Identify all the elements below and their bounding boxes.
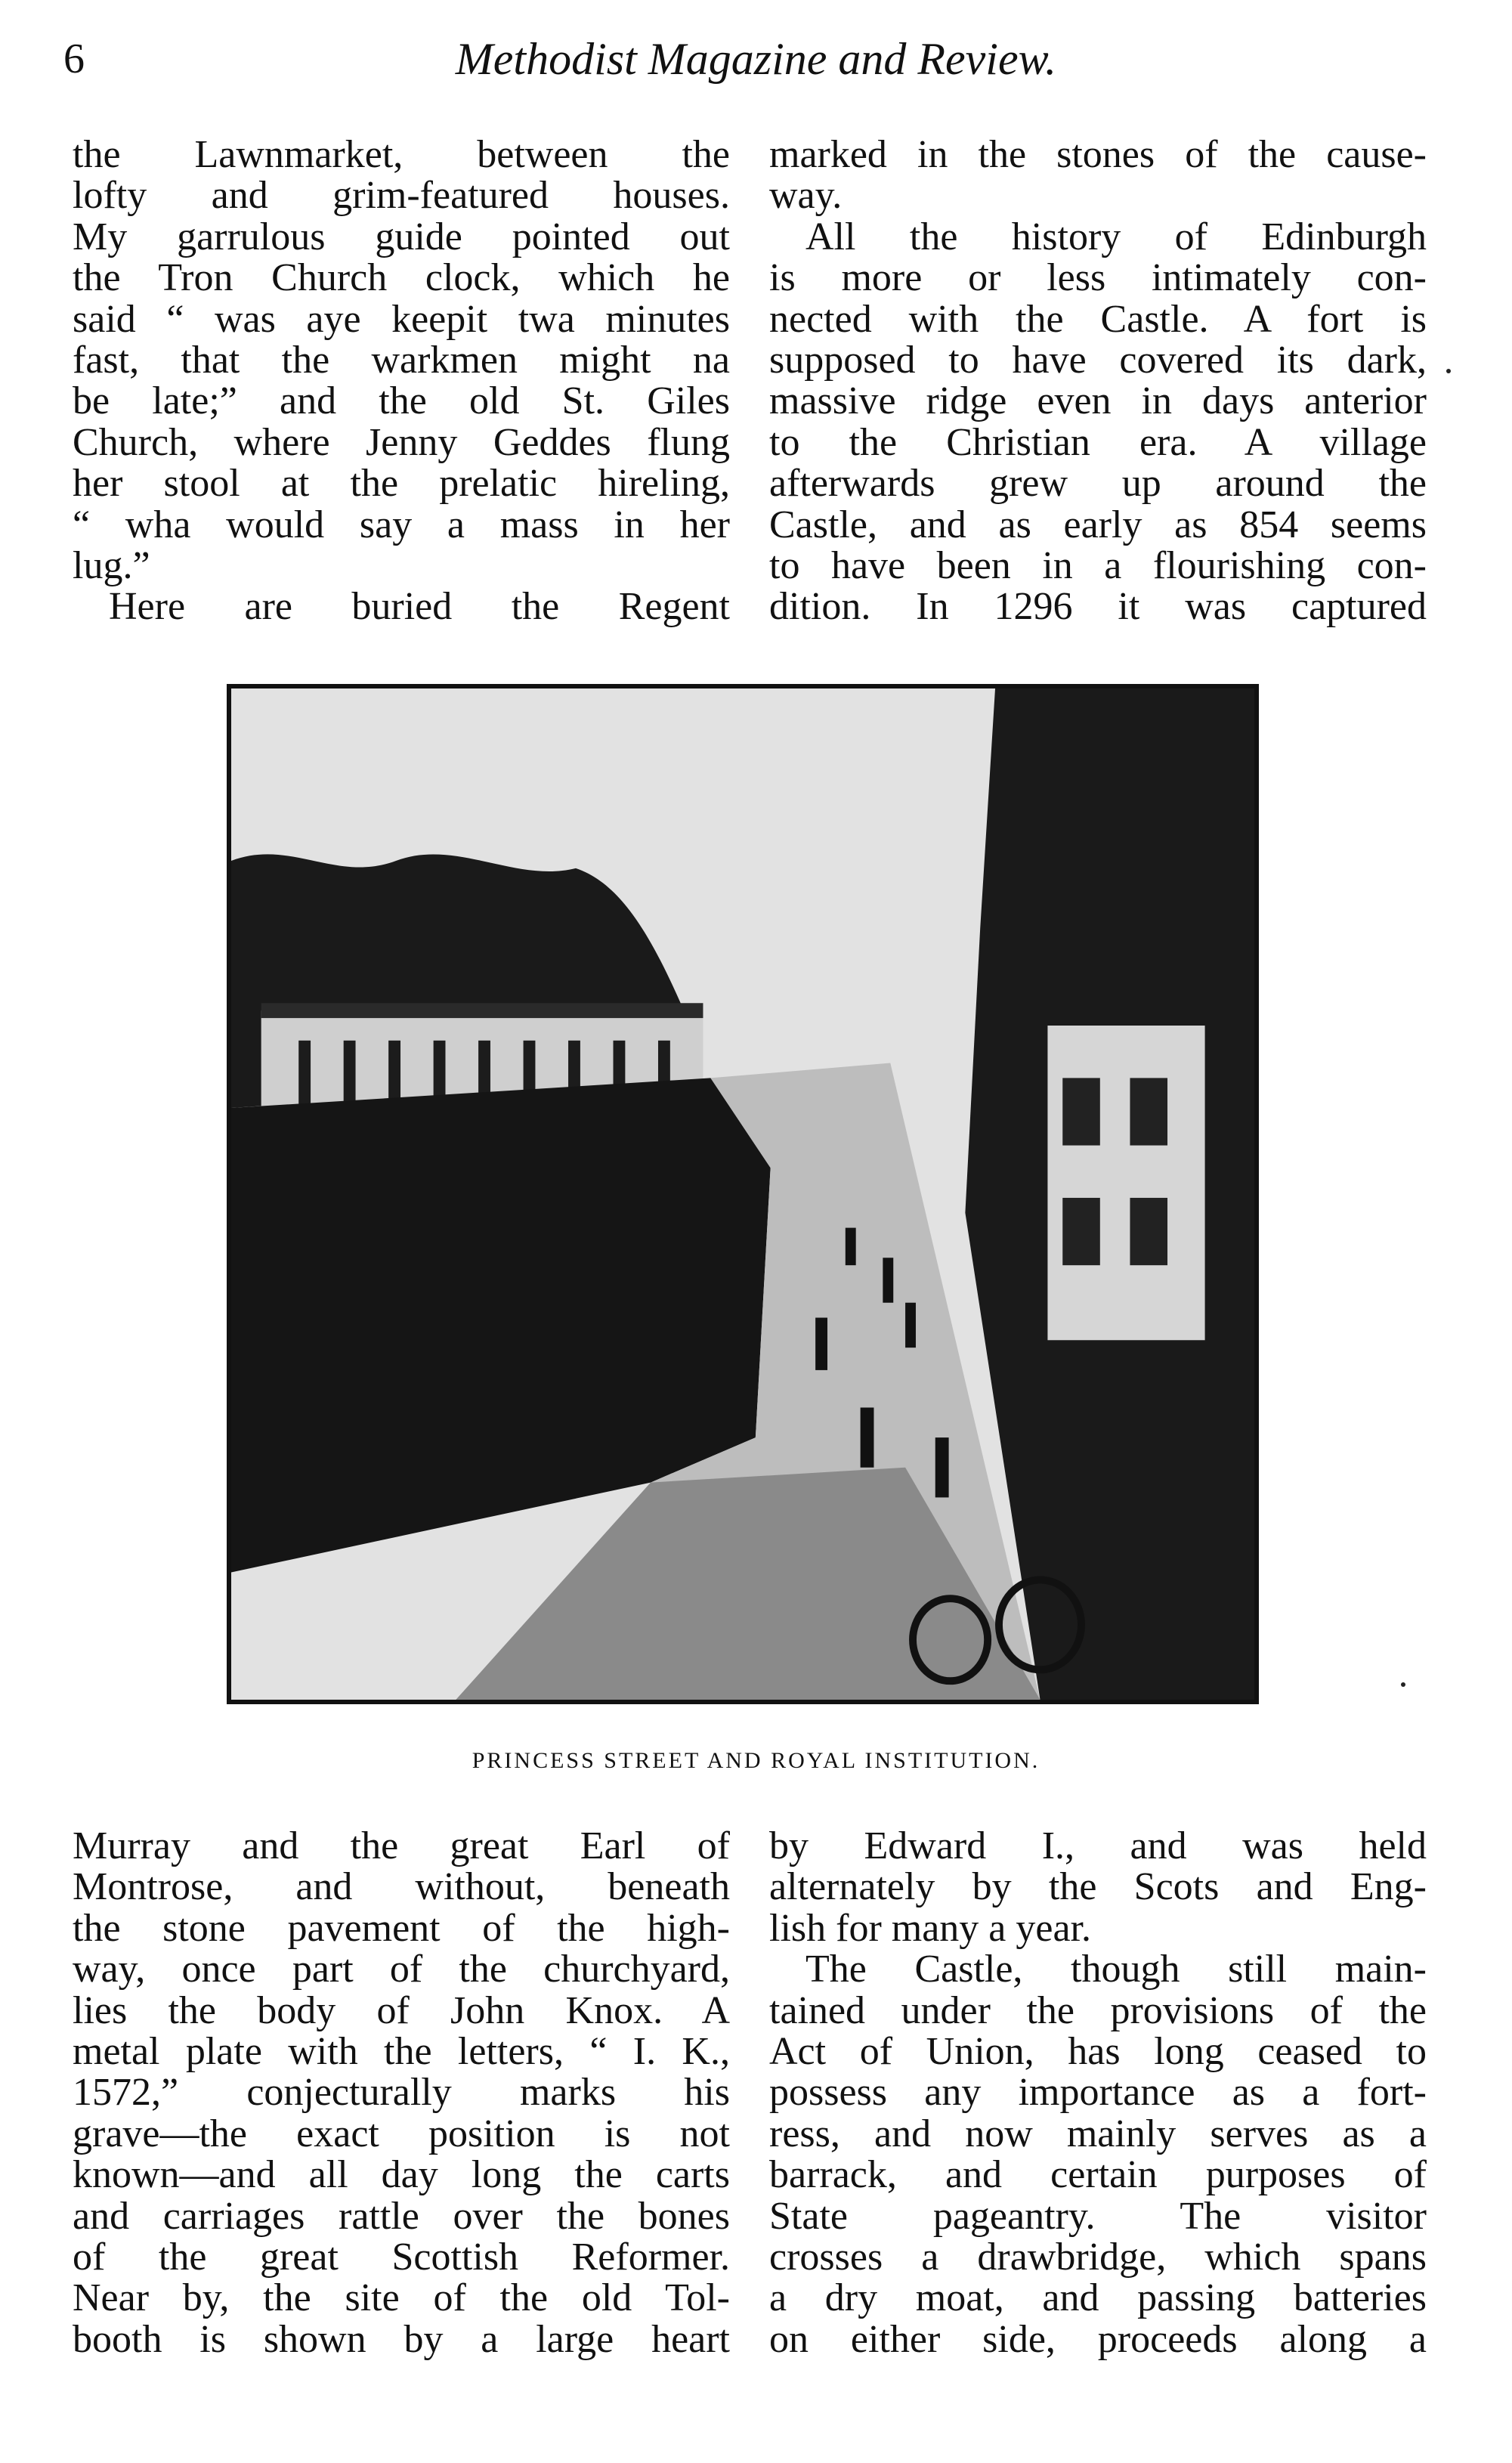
text-line: Castle, and as early as 854 seems — [769, 503, 1427, 546]
text-line: lofty and grim-featured houses. — [73, 174, 730, 218]
paragraph — [73, 2196, 730, 2237]
paragraph — [769, 1867, 1427, 1908]
paragraph — [73, 505, 730, 546]
photo-window — [1130, 1078, 1167, 1145]
text-line: The Castle, though still main- — [805, 1948, 1427, 1991]
text-line: marked in the stones of the cause- — [769, 133, 1427, 176]
paragraph — [769, 2237, 1427, 2278]
text-line: crosses a drawbridge, which spans — [769, 2236, 1427, 2279]
photo-building-facade — [1047, 1026, 1204, 1340]
text-line: afterwards grew up around the — [769, 462, 1427, 506]
print-speck — [1401, 1682, 1405, 1687]
paragraph — [769, 135, 1427, 175]
paragraph — [769, 586, 1427, 627]
text-line: barrack, and certain purposes of — [769, 2153, 1427, 2197]
paragraph — [73, 135, 730, 175]
paragraph — [769, 1988, 1427, 2032]
paragraph — [73, 1826, 730, 1867]
paragraph — [769, 2155, 1427, 2195]
paragraph — [73, 217, 730, 258]
paragraph — [769, 2196, 1427, 2237]
paragraph — [769, 2114, 1427, 2155]
text-line: Murray and the great Earl of — [73, 1824, 730, 1867]
text-line: supposed to have covered its dark, — [769, 339, 1427, 382]
text-line: Here are buried the Regent — [109, 585, 730, 629]
text-line: nected with the Castle. A fort is — [769, 297, 1427, 341]
running-title: Methodist Magazine and Review. — [455, 34, 1057, 84]
paragraph — [73, 586, 730, 627]
paragraph — [769, 1826, 1427, 1867]
paragraph — [73, 463, 730, 504]
paragraph — [769, 217, 1427, 258]
text-line: lies the body of John Knox. A — [73, 1988, 730, 2032]
paragraph — [73, 2072, 730, 2113]
text-line: grave—the exact position is not — [73, 2112, 730, 2155]
paragraph — [769, 2278, 1427, 2319]
paragraph — [769, 2319, 1427, 2360]
text-line: metal plate with the letters, “ I. K., — [73, 2030, 730, 2074]
text-line: of the great Scottish Reformer. — [73, 2236, 730, 2279]
paragraph — [769, 175, 1427, 216]
text-line: alternately by the Scots and Eng- — [769, 1865, 1427, 1909]
photo-window — [1062, 1078, 1100, 1145]
text-line: ress, and now mainly serves as a — [769, 2112, 1427, 2155]
text-line: Act of Union, has long ceased to — [769, 2030, 1427, 2074]
text-line: tained under the provisions of the — [769, 1988, 1427, 2032]
photo-window — [1130, 1198, 1167, 1265]
paragraph — [73, 340, 730, 381]
text-line: Church, where Jenny Geddes flung — [73, 420, 730, 464]
paragraph — [73, 1949, 730, 1990]
text-line: her stool at the prelatic hireling, — [73, 462, 730, 506]
text-line: way, once part of the churchyard, — [73, 1948, 730, 1991]
text-line: State pageantry. The visitor — [769, 2194, 1427, 2238]
photo-princess-street — [227, 684, 1259, 1704]
paragraph — [769, 1908, 1427, 1949]
text-line: possess any importance as a fort- — [769, 2071, 1427, 2115]
page-header — [0, 29, 1512, 97]
text-line: is more or less intimately con- — [769, 256, 1427, 300]
text-line: Montrose, and without, beneath — [73, 1865, 730, 1909]
page-number: 6 — [63, 36, 85, 82]
text-line: said “ was aye keepit twa minutes — [73, 297, 730, 341]
text-line: lug.” — [73, 544, 150, 588]
text-line: on either side, proceeds along a — [769, 2317, 1427, 2361]
print-speck — [1446, 369, 1451, 373]
paragraph — [73, 2114, 730, 2155]
figure-caption: PRINCESS STREET AND ROYAL INSTITUTION. — [472, 1748, 1040, 1773]
text-line: and carriages rattle over the bones — [73, 2194, 730, 2238]
text-line: to have been in a flourishing con- — [769, 544, 1427, 588]
paragraph — [769, 299, 1427, 340]
column-top-right — [769, 135, 1427, 628]
paragraph — [73, 2155, 730, 2195]
paragraph — [769, 2072, 1427, 2113]
paragraph — [73, 175, 730, 216]
paragraph — [769, 422, 1427, 463]
text-line: massive ridge even in days anterior — [769, 379, 1427, 423]
paragraph — [73, 2319, 730, 2360]
paragraph — [769, 463, 1427, 504]
text-line: Near by, the site of the old Tol- — [73, 2276, 730, 2320]
text-line: to the Christian era. A village — [769, 420, 1427, 464]
column-top-left — [73, 135, 730, 628]
paragraph — [73, 422, 730, 463]
paragraph — [73, 2237, 730, 2278]
photo-window — [1062, 1198, 1100, 1265]
paragraph — [73, 381, 730, 422]
photo-illustration — [231, 688, 1254, 1700]
column-bottom-right — [769, 1826, 1427, 2360]
paragraph — [769, 340, 1427, 381]
paragraph — [73, 258, 730, 299]
text-line: way. — [769, 174, 843, 218]
text-line: the Tron Church clock, which he — [73, 256, 730, 300]
text-line: My garrulous guide pointed out — [73, 215, 730, 258]
text-line: “ wha would say a mass in her — [73, 503, 730, 546]
text-line: fast, that the warkmen might na — [73, 339, 730, 382]
text-line: the stone pavement of the high- — [73, 1906, 730, 1950]
text-line: be late;” and the old St. Giles — [73, 379, 730, 423]
paragraph — [769, 258, 1427, 299]
paragraph — [73, 1908, 730, 1949]
text-line: All the history of Edinburgh — [805, 215, 1427, 258]
text-line: dition. In 1296 it was captured — [769, 585, 1427, 629]
text-line: by Edward I., and was held — [769, 1824, 1427, 1867]
paragraph — [73, 1988, 730, 2032]
text-line: 1572,” conjecturally marks his — [73, 2071, 730, 2115]
text-line: the Lawnmarket, between the — [73, 133, 730, 176]
text-line: a dry moat, and passing batteries — [769, 2276, 1427, 2320]
paragraph — [73, 299, 730, 340]
paragraph — [769, 1949, 1427, 1990]
text-line: known—and all day long the carts — [73, 2153, 730, 2197]
paragraph — [769, 381, 1427, 422]
paragraph — [769, 546, 1427, 586]
text-line: lish for many a year. — [769, 1906, 1091, 1950]
paragraph — [73, 1867, 730, 1908]
text-line: booth is shown by a large heart — [73, 2317, 730, 2361]
paragraph — [73, 2031, 730, 2072]
paragraph — [769, 2031, 1427, 2072]
paragraph — [769, 505, 1427, 546]
paragraph — [73, 546, 730, 586]
column-bottom-left — [73, 1826, 730, 2360]
photo-building-cornice — [261, 1003, 703, 1018]
paragraph — [73, 2278, 730, 2319]
